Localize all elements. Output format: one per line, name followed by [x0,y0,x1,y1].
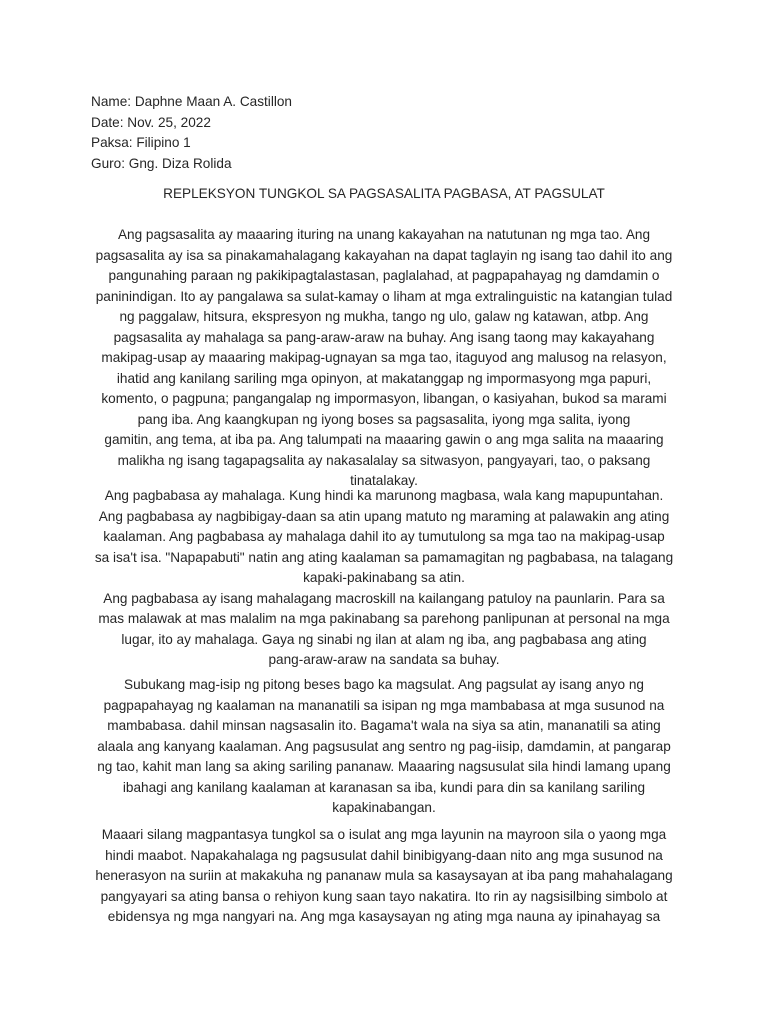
text-line: mas malawak at mas malalim na mga pakinabang sa parehong panlipunan at personal na mga [98,611,670,626]
text-line: sa isa't isa. "Napapabuti" natin ang ating kaalaman sa pamamagitan ng pagbabasa, na talagang [94,549,674,565]
paragraph-pagsulat [80,675,688,819]
text-line: ng paggalaw, hitsura, ekspresyon ng mukha, tango ng ulo, galaw ng katawan, atbp. Ang [119,309,649,324]
text-line: ibahagi ang kanilang kaalaman at karanasan sa iba, kundi para din sa kanilang sariling [122,779,646,795]
text-line: malikha ng isang tagapagsalita ay nakasalalay sa sitwasyon, pangyayari, tao, o paksang [117,452,651,468]
paragraph-pagbabasa [80,486,688,671]
text-line: hindi maabot. Napakahalaga ng pagsusulat dahil binibigyang-daan nito ang mga susunod na [105,847,663,863]
text-line: lugar, ito ay mahalaga. Gaya ng sinabi ng ilan at alam ng iba, ang pagbabasa ang ating [121,631,647,647]
text-line: mambabasa. dahil minsan nagsasalin ito. Bagama't wala na siya sa atin, mananatili sa ating [107,718,661,733]
text-line: kapakinabangan. [332,800,436,815]
text-line: komento, o pagpuna; pangangalap ng impormasyon, libangan, o kasiyahan, bukod sa marami [101,391,667,406]
text-line: Ang pagsasalita ay maaaring ituring na unang kakayahan na natutunan ng mga tao. Ang [117,227,651,242]
subject: Paksa: Filipino 1 [91,135,191,150]
text-line: pang-araw-araw na sandata sa buhay. [268,652,500,667]
text-line: makipag-usap ay maaaring makipag-ugnayan sa mga tao, itaguyod ang malusog na relasyon, [101,350,667,365]
text-line: pang iba. Ang kaangkupan ng iyong boses sa pagsasalita, iyong mga salita, iyong [137,411,631,427]
text-line: kapaki-pakinabang sa atin. [303,570,465,585]
student-info [91,92,292,174]
text-line: ebidensya ng mga nangyari na. Ang mga kasaysayan ng ating mga nauna ay ipinahayag sa [107,909,661,924]
text-line: henerasyon na suriin at makakuha ng pananaw mula sa kasaysayan at iba pang mahahalagang [95,868,673,883]
teacher: Guro: Gng. Diza Rolida [91,155,232,171]
text-line: ihatid ang kanilang sariling mga opinyon, at makatanggap ng impormasyong mga papuri, [116,370,652,386]
text-line: pagpapahayag ng kaalaman na mananatili sa isipan ng mga mambabasa at mga susunod na [103,697,665,713]
text-line: Maaari silang magpantasya tungkol sa o isulat ang mga layunin na mayroon sila o yaong mga [101,827,667,842]
text-line: tinatalakay. [350,473,418,488]
paragraph-pagsusulat-kahalagahan [80,825,688,928]
text-line: paninindigan. Ito ay pangalawa sa sulat-kamay o liham at mga extralinguistic na katangian tulad [95,288,673,304]
text-line: pagsasalita ay isa sa pinakamahalagang kakayahan na dapat taglayin ng isang tao dahil ito ang [95,247,673,263]
text-line: alaala ang kanyang kaalaman. Ang pagsusulat ang sentro ng pag-iisip, damdamin, at pangarap [97,738,671,754]
text-line: Subukang mag-isip ng pitong beses bago ka magsulat. Ang pagsulat ay isang anyo ng [124,677,644,692]
text-line: gamitin, ang tema, at iba pa. Ang talumpati na maaaring gawin o ang mga salita na maaaring [104,432,664,447]
text-line: pagsasalita ay mahalaga sa pang-araw-araw na buhay. Ang isang taong may kakayahang [113,329,655,345]
student-name: Name: Daphne Maan A. Castillon [91,94,292,109]
text-line: kaalaman. Ang pagbabasa ay mahalaga dahil ito ay tumutulong sa mga tao na makipag-usap [103,529,665,544]
text-line: pangyayari sa ating bansa o rehiyon kung saan tayo nakatira. Ito rin ay nagsisilbing simbolo at [100,888,668,904]
document-title: REPLEKSYON TUNGKOL SA PAGSASALITA PAGBASA, AT PAGSULAT [163,186,605,201]
text-line: Ang pagbabasa ay nagbibigay-daan sa atin upang matuto ng maraming at palawakin ang ating [98,508,670,524]
document-date: Date: Nov. 25, 2022 [91,114,211,130]
paragraph-pagsasalita [80,225,688,492]
text-line: Ang pagbabasa ay isang mahalagang macroskill na kailangang patuloy na paunlarin. Para sa [103,590,665,606]
text-line: Ang pagbabasa ay mahalaga. Kung hindi ka marunong magbasa, wala kang mapupuntahan. [104,488,664,503]
text-line: pangunahing paraan ng pakikipagtalastasan, paglalahad, at pagpapahayag ng damdamin o [108,268,660,283]
text-line: ng tao, kahit man lang sa aking sariling pananaw. Maaaring nagsusulat sila hindi lamang upang [97,759,671,774]
